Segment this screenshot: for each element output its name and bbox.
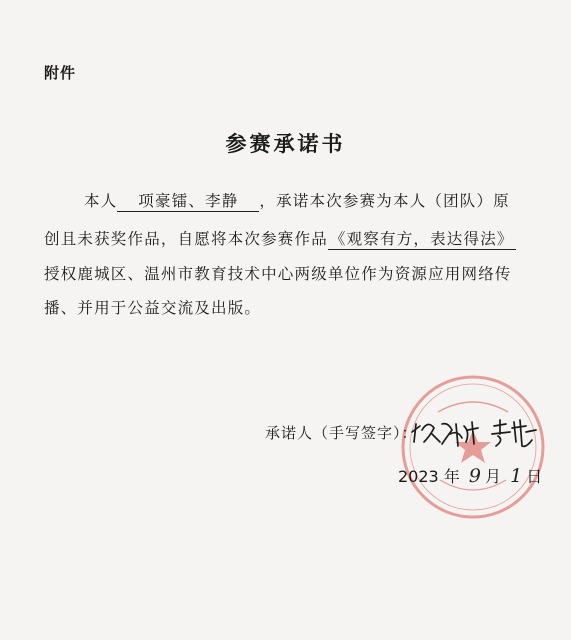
promisor-label: 承诺人（手写签字）： [265, 424, 418, 442]
date-month-unit: 月 [485, 467, 502, 486]
body-line-1 [84, 189, 510, 212]
handwritten-signature [408, 412, 543, 452]
date-day-unit: 日 [526, 467, 543, 486]
author-names: 项豪镭、李静 [117, 189, 259, 212]
date-year: 2023 [398, 467, 439, 486]
body-line-2 [44, 227, 516, 250]
date-day: 1 [510, 465, 523, 487]
signing-date [398, 464, 542, 487]
line1-prefix: 本人 [84, 192, 118, 210]
line2-prefix: 创且未获奖作品，自愿将本次参赛作品 [44, 230, 328, 248]
document-title: 参赛承诺书 [225, 132, 346, 156]
date-year-unit: 年 [443, 467, 460, 486]
body-line-4: 播、并用于公益交流及出版。 [44, 299, 262, 317]
attachment-label: 附件 [44, 64, 77, 82]
date-month: 9 [468, 465, 482, 487]
work-title: 《观察有方，表达得法》 [328, 227, 516, 250]
line1-suffix: ，承诺本次参赛为本人（团队）原 [259, 192, 510, 210]
body-line-3: 授权鹿城区、温州市教育技术中心两级单位作为资源应用网络传 [44, 265, 512, 283]
